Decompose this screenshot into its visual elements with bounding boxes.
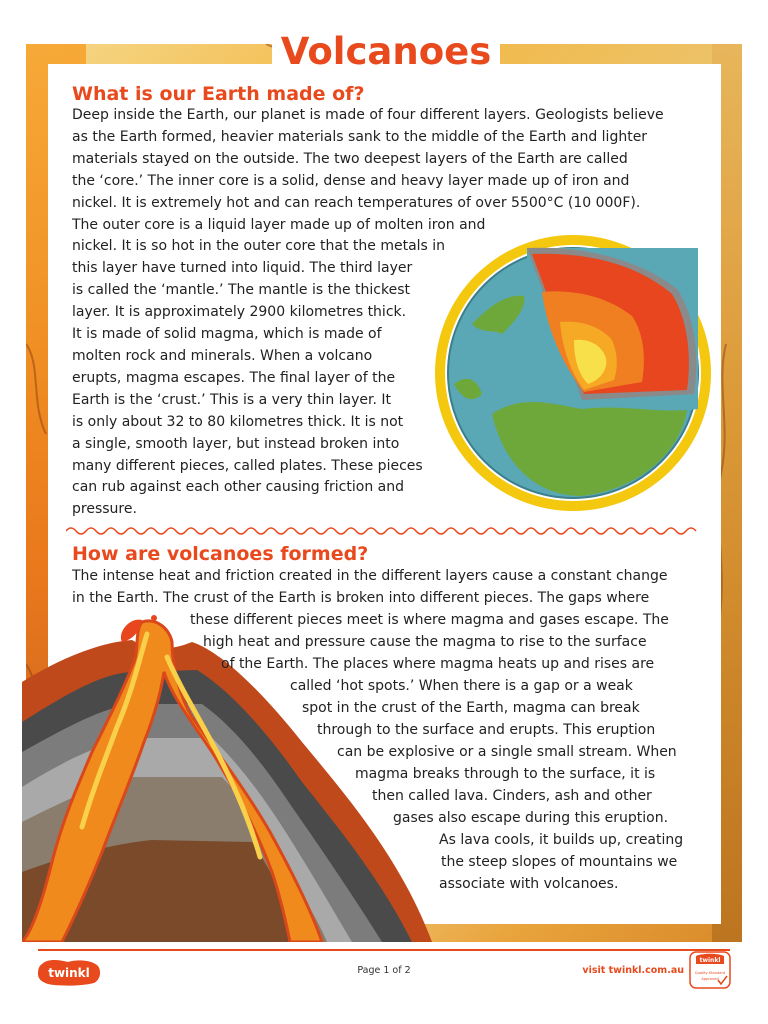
text-line: the steep slopes of mountains we [441,854,678,870]
text-line: can rub against each other causing friction and [72,479,404,496]
text-line: called ‘hot spots.’ When there is a gap or a weak [290,678,633,694]
badge-brand: twinkl [699,957,721,964]
text-line: spot in the crust of the Earth, magma can break [302,700,640,716]
text-line: nickel. It is so hot in the outer core that the metals in [72,238,446,255]
text-line: many different pieces, called plates. These pieces [72,457,423,474]
logo-text: twinkl [48,966,90,980]
text-line: this layer have turned into liquid. The third layer [72,260,413,277]
badge-line2: Approved [701,977,719,981]
text-line: Deep inside the Earth, our planet is made of four different layers. Geologists believe [72,107,664,123]
text-line: can be explosive or a single small stream. When [337,744,677,760]
text-line: magma breaks through to the surface, it is [355,766,656,782]
text-line: Earth is the ‘crust.’ This is a very thin layer. It [72,391,392,408]
text-line: in the Earth. The crust of the Earth is broken into different pieces. The gaps where [72,590,650,606]
text-line: is called the ‘mantle.’ The mantle is the thickest [72,282,410,299]
badge-line1: Quality Standard [694,971,726,975]
quality-badge-icon [688,950,732,990]
text-line: The intense heat and friction created in the different layers cause a constant change [72,568,668,584]
text-line: then called lava. Cinders, ash and other [372,788,652,804]
text-line: is only about 32 to 80 kilometres thick. It is not [72,413,404,430]
page-number: Page 1 of 2 [357,965,411,976]
text-line: erupts, magma escapes. The final layer of the [72,369,396,386]
text-line: molten rock and minerals. When a volcano [72,347,373,364]
text-line: associate with volcanoes. [439,876,619,892]
footer-divider [38,949,730,951]
text-line: pressure. [72,501,137,518]
section-heading-volcano-formation: How are volcanoes formed? [72,543,369,565]
text-line: gases also escape during this eruption. [393,810,669,826]
text-line: nickel. It is extremely hot and can reach temperatures of over 5500°C (10 000F). [72,194,641,211]
text-line: of the Earth. The places where magma heats up and rises are [221,656,655,672]
earth-cross-section-icon [432,234,714,514]
text-line: The outer core is a liquid layer made up of molten iron and [72,216,486,233]
text-line: a single, smooth layer, but instead broken into [72,435,400,452]
section-heading-earth-layers: What is our Earth made of? [72,83,365,105]
text-line: As lava cools, it builds up, creating [439,832,684,848]
text-line: high heat and pressure cause the magma to rise to the surface [203,634,647,650]
text-line: It is made of solid magma, which is made of [72,326,382,343]
text-line: the ‘core.’ The inner core is a solid, dense and heavy layer made up of iron and [72,172,630,189]
visit-link[interactable]: visit twinkl.com.au [582,965,684,976]
text-line: materials stayed on the outside. The two deepest layers of the Earth are called [72,150,628,167]
text-line: as the Earth formed, heavier materials sank to the middle of the Earth and lighter [72,128,648,145]
text-line: through to the surface and erupts. This eruption [317,722,656,738]
text-line: layer. It is approximately 2900 kilometres thick. [72,304,407,321]
page-title: Volcanoes [280,30,492,73]
text-line: these different pieces meet is where magma and gases escape. The [190,612,669,628]
wavy-divider [66,525,702,537]
